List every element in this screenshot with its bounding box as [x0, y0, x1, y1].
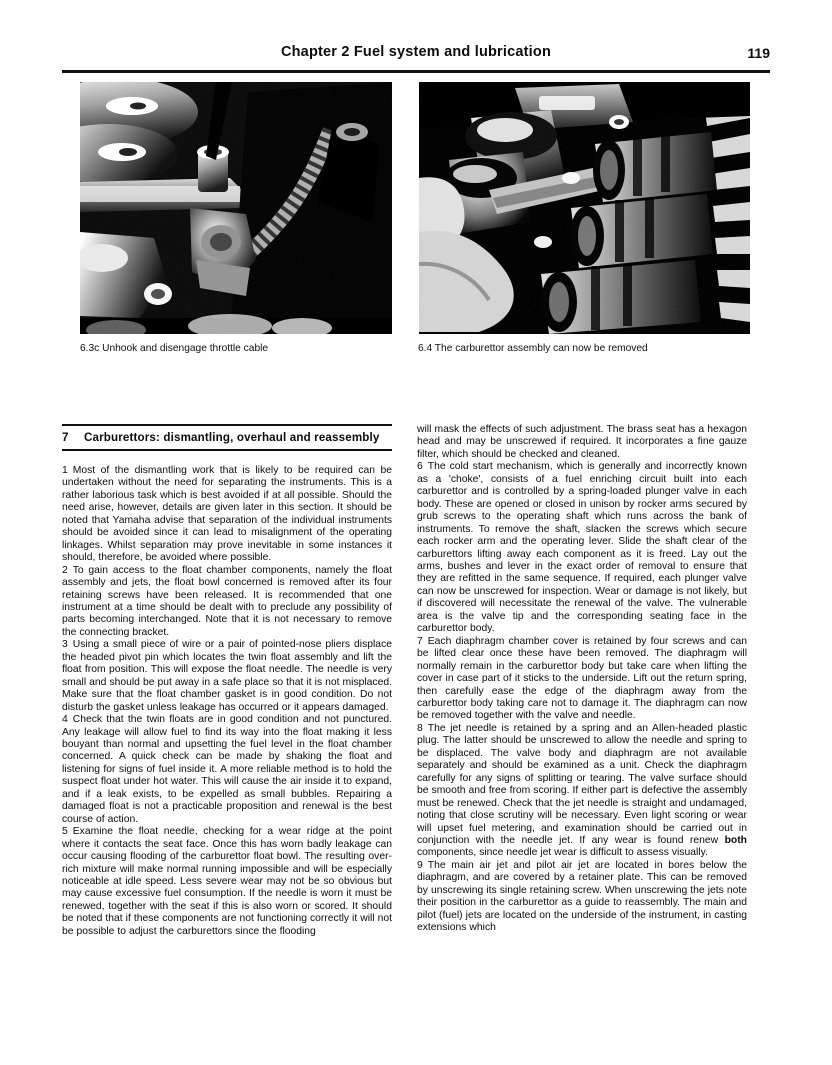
photo-throttle-cable-art	[80, 82, 392, 334]
figure-caption: 6.4 The carburettor assembly can now be removed	[418, 343, 648, 354]
paragraph-continued	[417, 424, 747, 461]
paragraph-number: 7	[417, 635, 423, 647]
paragraph-number: 4	[62, 714, 68, 726]
paragraph	[62, 714, 392, 826]
paragraph-text: Using a small piece of wire or a pair of pointed-nose pliers displace the headed pivot pin which locates the twin float assembly and lift the float from position. This will expose the float needle. The needle is very small and should be put away in a safe place so that it is not misplaced. Make sure that the float chamber gasket is in good condition. Do not disturb the gasket unless leakage has occurred or it appears damaged.	[62, 639, 392, 713]
emphasis-both: both	[724, 834, 747, 846]
column-right	[417, 424, 747, 935]
section-number: 7	[62, 431, 69, 444]
paragraph	[417, 461, 747, 635]
photo-carburettor-assembly	[419, 82, 750, 334]
column-left	[62, 424, 392, 938]
paragraph-text: Examine the float needle, checking for a wear ridge at the point where it contacts the seat face. Once this has worn badly leakage can occur causing flooding of the carburettor float bowl. The resulting over-rich mixture will make normal running impossible and will be especially noticeable at idle speed. Less severe wear may not be so obvious but may cause excessive fuel consumption. If the needle is worn it must be renewed, together with the seat if this is also worn or scored. It should be noted that if these components are not functioning correctly it will not be possible to adjust the carburettors since the flooding	[62, 826, 392, 937]
section-title: Carburettors: dismantling, overhaul and reassembly	[84, 431, 380, 444]
running-head	[62, 44, 770, 66]
section-rule-bottom	[62, 449, 392, 451]
photo-carburettor-assembly-art	[419, 82, 750, 334]
paragraph-text: will mask the effects of such adjustment. The brass seat has a hexagon head and may be unscrewed if required. It incorporates a fine gauze filter, which should be checked and cleaned.	[417, 424, 747, 460]
paragraph-text: Check that the twin floats are in good condition and not punctured. Any leakage will allow fuel to find its way into the float making it less bouyant than normal and upsetting the fuel level in the float chamber concerned. A quick check can be made by shaking the float and listening for signs of fuel inside it. A more reliable method is to hold the suspect float under hot water. This will cause the air inside it to expand, and if a leak exists, to be expelled as small bubbles. Repairing a damaged float is not a practicable proposition and renewal is the best course of action.	[62, 714, 392, 825]
section-heading	[62, 424, 392, 451]
paragraph	[62, 826, 392, 938]
paragraph	[62, 639, 392, 714]
paragraph-text-after: components, since needle jet wear is difficult to assess visually.	[417, 847, 708, 859]
paragraph-number: 5	[62, 826, 68, 838]
page-number: 119	[747, 45, 770, 61]
right-column-text	[417, 424, 747, 935]
figure-caption: 6.3c Unhook and disengage throttle cable	[80, 343, 269, 354]
figure-6-4	[419, 82, 750, 355]
paragraph	[417, 636, 747, 723]
paragraph-number: 9	[417, 859, 423, 871]
paragraph-number: 6	[417, 461, 423, 473]
page-title: Chapter 2 Fuel system and lubrication	[280, 44, 552, 60]
left-column-text	[62, 465, 392, 938]
figure-6-3c	[80, 82, 392, 355]
paragraph-number: 1	[62, 465, 68, 476]
paragraph-text: The jet needle is retained by a spring and an Allen-headed plastic plug. The latter should be unscrewed to allow the needle and spring to be displaced. The valve body and diaphragm are not available separately and should be examined as a unit. Check the diaphragm carefully for any signs of splitting or tearing. The valve surface should be smooth and free from scoring. If either part is defective the assembly must be renewed. Check that the jet needle is straight and undamaged, noting that close scrutiny will be necessary. Even light scoring or wear will upset fuel metering, and examination should be carried out in conjunction with the needle jet. If any wear is found renew	[417, 722, 747, 846]
paragraph	[62, 465, 392, 565]
figure-band	[62, 82, 770, 354]
paragraph-number: 2	[62, 564, 68, 576]
header-rule	[62, 70, 770, 73]
paragraph	[417, 723, 747, 860]
paragraph-number: 3	[62, 639, 68, 651]
paragraph-text: To gain access to the float chamber components, namely the float assembly and jets, the float bowl concerned is removed after its four retaining screws have been released. It is recommended that one instrument at a time should be dealt with to preclude any possibility of parts becoming interchanged. Note that it is not necessary to remove the connecting bracket.	[62, 564, 392, 638]
photo-throttle-cable	[80, 82, 392, 334]
paragraph-number: 8	[417, 722, 423, 734]
paragraph	[62, 565, 392, 640]
paragraph-text: Each diaphragm chamber cover is retained by four screws and can be lifted clear once these have been removed. The diaphragm will normally remain in the carburettor body but take care when lifting the cover in case part of it sticks to the underside. Lift out the return spring, then carefully ease the edge of the diaphragm away from the carburettor body taking care not to damage it. The diaphragm can now be removed together with the valve and needle.	[417, 635, 747, 722]
paragraph-text: Most of the dismantling work that is likely to be required can be undertaken without the need for separating the instruments. This is a rather laborious task which is best avoided if at all possible. Should the need arise, however, details are given later in this section. It should be noted that Yamaha advise that separation of the individual instruments should be avoided since it can lead to misalignment of the operating linkages. Whilst separation may prove inevitable in some instances it should, therefore, be avoided where possible.	[62, 465, 392, 564]
text-columns	[62, 424, 770, 1004]
paragraph	[417, 860, 747, 935]
paragraph-text: The main air jet and pilot air jet are located in bores below the diaphragm, and are covered by a retainer plate. This can be removed by unscrewing its single retaining screw. When unscrewing the jets note their position in the carburettor as a guide to reassembly. The main and pilot (fuel) jets are located on the underside of the instrument, in casting extensions which	[417, 859, 747, 934]
paragraph-text: The cold start mechanism, which is generally and incorrectly known as a 'choke', consists of a fuel enriching circuit built into each carburettor and is controlled by a spring-loaded plunger valve in each body. These are opened or closed in unison by rocker arms secured by grub screws to the operating shaft which runs across the bank of instruments. To remove the shaft, slacken the screws which secure each rocker arm and the operating lever. Slide the shaft clear of the carburettors lifting away each component as it is freed. Lay out the arms, bushes and lever in the exact order of removal to ensure that they are refitted in the same sequence. If required, each plunger valve can now be unscrewed for inspection. Wear or damage is not likely, but if discovered will necessitate the renewal of the valve. The vulnerable area is the valve tip and the corresponding seating face in the carburettor body.	[417, 461, 747, 635]
